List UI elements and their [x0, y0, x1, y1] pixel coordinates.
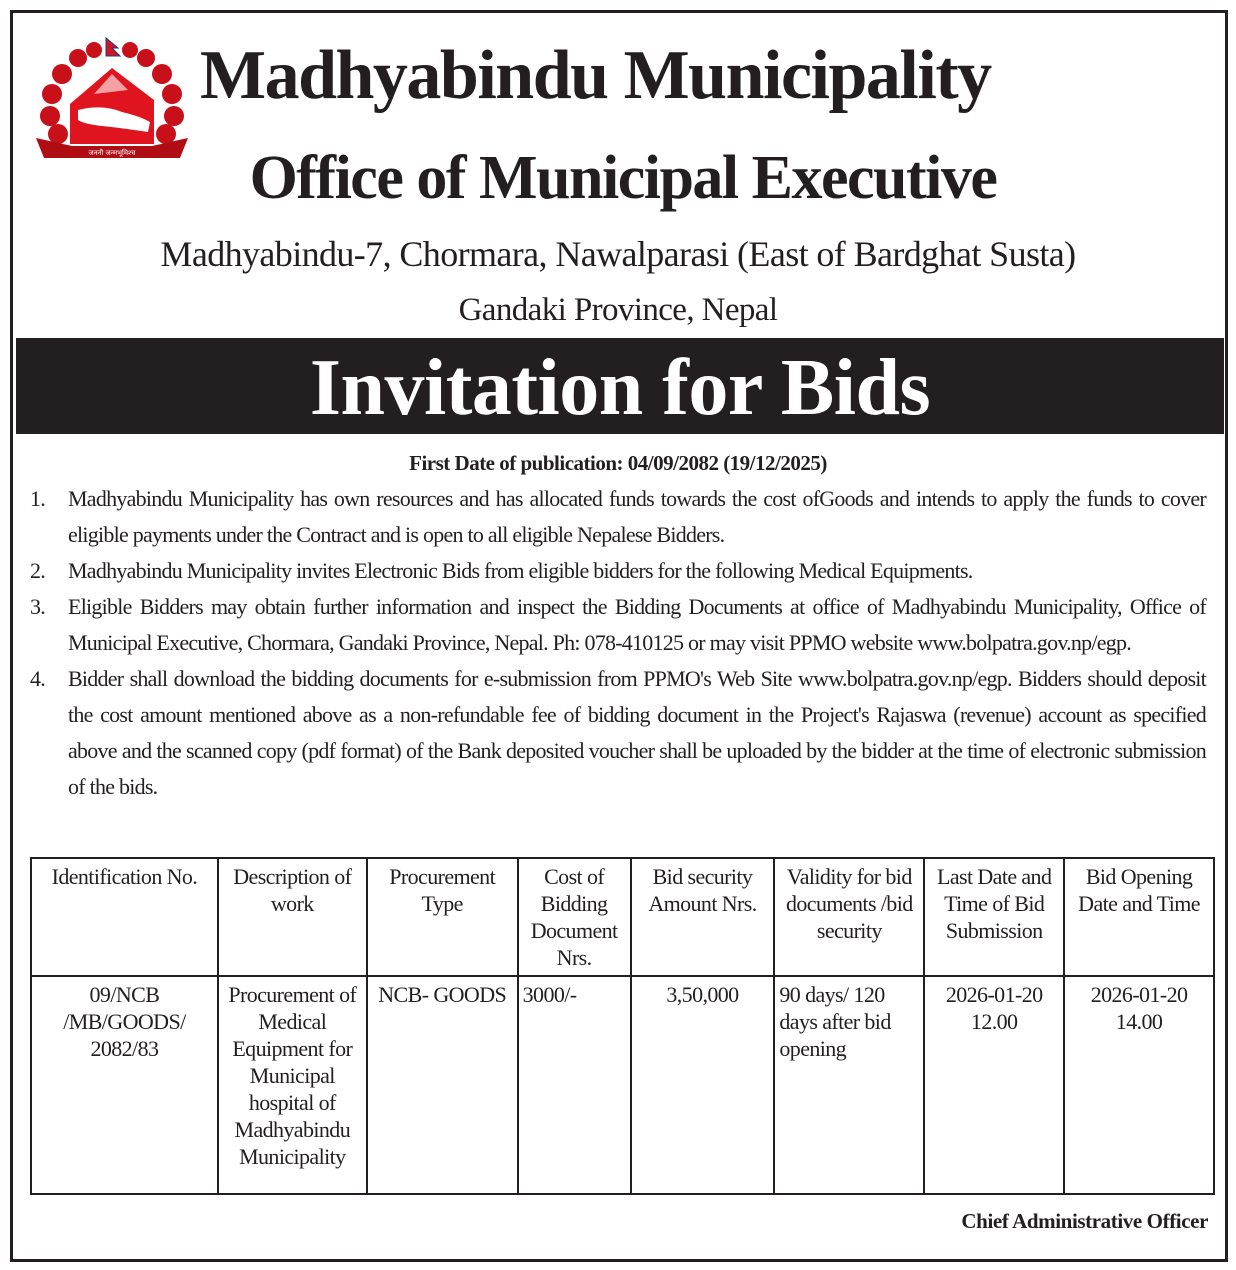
cell-cost: 3000/-	[518, 976, 631, 1194]
address: Madhyabindu-7, Chormara, Nawalparasi (East of Bardghat Susta)	[160, 234, 1076, 274]
signature: Chief Administrative Officer	[961, 1209, 1208, 1233]
list-item: 1. Madhyabindu Municipality has own resources and has allocated funds towards the cost ofGoods and intends to apply the funds to cover eligible payments under the Contract and is open to all eligible Nepalese Bidders.	[30, 486, 1206, 547]
header-last-date: Last Date and Time of Bid Submission	[924, 858, 1064, 976]
publication-date: First Date of publication: 04/09/2082 (19/12/2025)	[409, 451, 827, 475]
cell-description: Procurement of Medical Equipment for Municipal hospital of Madhyabindu Municipality	[218, 976, 367, 1194]
municipality-title: Madhyabindu Municipality	[200, 37, 991, 114]
notice-items	[30, 481, 1206, 805]
header-bid-security: Bid security Amount Nrs.	[631, 858, 775, 976]
banner-heading: Invitation for Bids	[16, 338, 1224, 434]
list-item: 4. Bidder shall download the bidding documents for e-submission from PPMO's Web Site www.bolpatra.gov.np/egp. Bidders should deposit the cost amount mentioned above as a non-refundable fee of bidding document in the Project's Rajaswa (revenue) account as specified above and the scanned copy (pdf format) of the Bank deposited voucher shall be uploaded by the bidder at the time of electronic submission of the bids.	[30, 666, 1206, 799]
cell-opening-date: 2026-01-20 14.00	[1064, 976, 1214, 1194]
header-description: Description of work	[218, 858, 367, 976]
emblem-motto: जननी जन्मभूमिश्च	[88, 149, 136, 157]
header-cost: Cost of Bidding Document Nrs.	[518, 858, 631, 976]
header-procurement-type: Procurement Type	[367, 858, 518, 976]
header-opening-date: Bid Opening Date and Time	[1064, 858, 1214, 976]
province: Gandaki Province, Nepal	[458, 292, 778, 328]
header-validity: Validity for bid documents /bid security	[774, 858, 924, 976]
office-title: Office of Municipal Executive	[249, 144, 997, 212]
table-header-row	[31, 858, 1214, 976]
list-item: 3. Eligible Bidders may obtain further information and inspect the Bidding Documents at office of Madhyabindu Municipality, Office of Municipal Executive, Chormara, Gandaki Province, Nepal. Ph: 078-410125 or may visit PPMO website www.bolpatra.gov.np/egp.	[30, 594, 1206, 655]
cell-identification: 09/NCB /MB/GOODS/ 2082/83	[31, 976, 218, 1194]
cell-validity: 90 days/ 120 days after bid opening	[774, 976, 924, 1194]
cell-last-date: 2026-01-20 12.00	[924, 976, 1064, 1194]
cell-bid-security: 3,50,000	[631, 976, 775, 1194]
list-item: 2. Madhyabindu Municipality invites Electronic Bids from eligible bidders for the following Medical Equipments.	[30, 558, 973, 583]
cell-procurement-type: NCB- GOODS	[367, 976, 518, 1194]
header-identification: Identification No.	[31, 858, 218, 976]
bid-table	[30, 857, 1215, 1195]
table-row	[31, 976, 1214, 1194]
